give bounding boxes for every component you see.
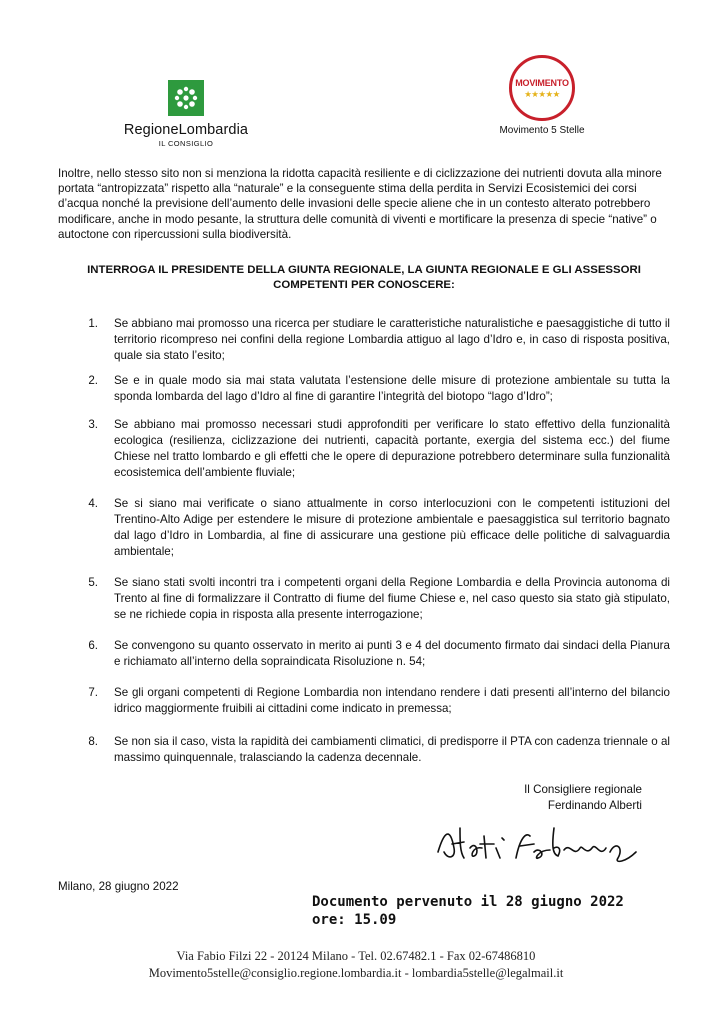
regione-lombardia-logo [116, 80, 256, 148]
list-item-number: 2. [88, 374, 98, 387]
list-item [58, 373, 670, 405]
list-item-number: 6. [88, 639, 98, 652]
list-item-number: 4. [88, 497, 98, 510]
list-item [58, 417, 670, 481]
list-item [58, 734, 670, 766]
signer-name: Ferdinando Alberti [547, 799, 642, 812]
list-item [58, 638, 670, 670]
footer-address: Via Fabio Filzi 22 - 20124 Milano - Tel. 02.67482.1 - Fax 02-67486810 [176, 949, 536, 963]
document-date: Milano, 28 giugno 2022 [58, 880, 179, 893]
regione-name: RegioneLombardia [123, 122, 249, 138]
m5s-wordmark: MOVIMENTO [515, 78, 569, 88]
footer [0, 948, 712, 982]
stamp-line-2: ore: 15.09 [312, 912, 397, 928]
m5s-name: Movimento 5 Stelle [499, 125, 585, 136]
regione-lombardia-emblem-icon [168, 80, 204, 116]
reception-stamp [312, 893, 672, 929]
handwritten-signature-icon [430, 818, 650, 874]
list-item-text: Se si siano mai verificate o siano attualmente in corso interlocuzioni con le competenti istituzioni del Trentino-Alto Adige per estendere le misure di protezione ambientale e paesaggistica sul territorio bagnato dal lago d’Idro in Lombardia, al fine di assicurare una gestione più efficace delle politiche di salvaguardia ambientale; [114, 497, 670, 558]
list-item-text: Se non sia il caso, vista la rapidità dei cambiamenti climatici, di predisporre il PTA con cadenza triennale o al massimo quinquennale, tralasciando la cadenza decennale. [114, 735, 670, 764]
list-item-text: Se siano stati svolti incontri tra i competenti organi della Regione Lombardia e della Provincia autonoma di Trento al fine di formalizzare il Contratto di fiume del fiume Chiese e, nel caso questo sia stato già stipulato, se ne richiede copia in risposta alla presente interrogazione; [114, 576, 670, 621]
list-item [58, 496, 670, 560]
list-item [58, 575, 670, 623]
stamp-line-1: Documento pervenuto il 28 giugno 2022 [312, 894, 624, 910]
list-item-text: Se e in quale modo sia mai stata valutata l’estensione delle misure di protezione ambientale su tutta la sponda lombarda del lago d’Idro al fine di garantire l’integrità del biotopo “lago d’Idro”; [114, 374, 670, 403]
m5s-emblem-icon [509, 55, 575, 121]
list-item-number: 1. [88, 317, 98, 330]
signer-role: Il Consigliere regionale [524, 783, 642, 796]
list-item-text: Se abbiano mai promosso una ricerca per studiare le caratteristiche naturalistiche e paesaggistiche di tutto il territorio ricompreso nei confini della regione Lombardia attiguo al lago d’Idro e, in caso di risposta positiva, quale sia stato l’esito; [114, 317, 670, 362]
list-item-number: 8. [88, 735, 98, 748]
interrogation-heading: INTERROGA IL PRESIDENTE DELLA GIUNTA REGIONALE, LA GIUNTA REGIONALE E GLI ASSESSORI COMPETENTI PER CONOSCERE: [87, 264, 641, 292]
list-item-number: 5. [88, 576, 98, 589]
regione-subtitle: IL CONSIGLIO [158, 139, 214, 148]
list-item-number: 7. [88, 686, 98, 699]
footer-emails: Movimento5stelle@consiglio.regione.lombardia.it - lombardia5stelle@legalmail.it [148, 966, 564, 980]
signature-block [524, 782, 642, 814]
list-item-text: Se gli organi competenti di Regione Lombardia non intendano rendere i dati presenti all’interno del bilancio idrico maggiormente fruibili ai cittadini come indicato in premessa; [114, 686, 670, 715]
m5s-logo [470, 55, 614, 136]
list-item-text: Se abbiano mai promosso necessari studi approfonditi per verificare lo stato effettivo della funzionalità ecologica (resilienza, ciclizzazione dei nutrienti, capacità portante, exergia del sistema ecc.) del fiume Chiese nel tratto lombardo e gli effetti che le opere di depurazione potrebbero determinare sulla funzionalità ecosistemica dell’ambiente fluviale; [114, 418, 670, 479]
list-item [58, 685, 670, 717]
list-item [58, 316, 670, 364]
m5s-stars-icon: ★★★★★ [524, 89, 560, 99]
list-item-text: Se convengono su quanto osservato in merito ai punti 3 e 4 del documento firmato dai sindaci della Pianura e richiamato all’interno della sopraindicata Risoluzione n. 54; [114, 639, 670, 668]
intro-paragraph: Inoltre, nello stesso sito non si menziona la ridotta capacità resiliente e di ciclizzazione dei nutrienti dovuta alla minore portata “antropizzata” rispetto alla “naturale” e la conseguente stima della perdita in Servizi Ecosistemici dei corsi d’acqua nonché la previsione dell’aumento delle invasioni delle specie aliene che in un contesto alterato potrebbero modificare, anche in modo pesante, la struttura delle comunità di viventi e mortificare la presenza di specie “native” o autoctone con ripercussioni sulla biodiversità. [58, 167, 662, 241]
list-item-number: 3. [88, 418, 98, 431]
